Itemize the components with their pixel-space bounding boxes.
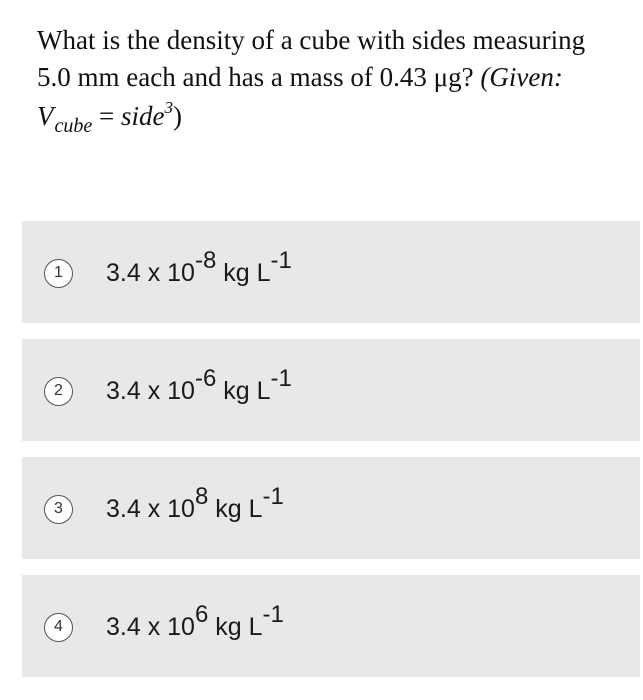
option-mantissa: 3.4 x 10 [106,259,195,287]
question-line-2: 5.0 mm each and has a mass of 0.43 μg? [37,62,474,92]
option-answer-text [106,601,284,647]
volume-subscript: cube [54,115,93,137]
answer-option-3[interactable] [22,457,640,559]
volume-symbol: V [37,101,54,131]
option-number-badge: 4 [44,613,73,642]
option-number-badge: 1 [44,259,73,288]
option-unit-exponent: -1 [262,483,284,510]
option-unit: kg L [223,259,271,287]
option-exponent: -6 [194,365,217,392]
option-mantissa: 3.4 x 10 [106,495,195,523]
option-unit-exponent: -1 [270,247,292,274]
option-mantissa: 3.4 x 10 [106,377,195,405]
option-unit: kg L [215,613,263,641]
option-exponent: 8 [194,483,209,510]
option-number-badge: 2 [44,377,73,406]
option-answer-text [106,483,284,529]
close-paren: ) [173,101,182,131]
option-exponent: 6 [194,601,209,628]
answer-option-4[interactable] [22,575,640,677]
formula-exponent: 3 [164,98,173,117]
given-label: (Given: [480,62,563,92]
answer-option-2[interactable] [22,339,640,441]
option-unit: kg L [215,495,263,523]
given-formula [37,98,182,135]
question-text [37,22,627,135]
option-number-badge: 3 [44,495,73,524]
option-answer-text [106,365,292,411]
formula-base: side [121,101,165,131]
equals-sign: = [99,101,115,131]
option-exponent: -8 [194,247,217,274]
option-answer-text [106,247,292,293]
option-mantissa: 3.4 x 10 [106,613,195,641]
option-unit-exponent: -1 [270,365,292,392]
option-unit: kg L [223,377,271,405]
question-line-1: What is the density of a cube with sides measuring [37,25,586,55]
option-unit-exponent: -1 [262,601,284,628]
answer-option-1[interactable] [22,221,640,323]
